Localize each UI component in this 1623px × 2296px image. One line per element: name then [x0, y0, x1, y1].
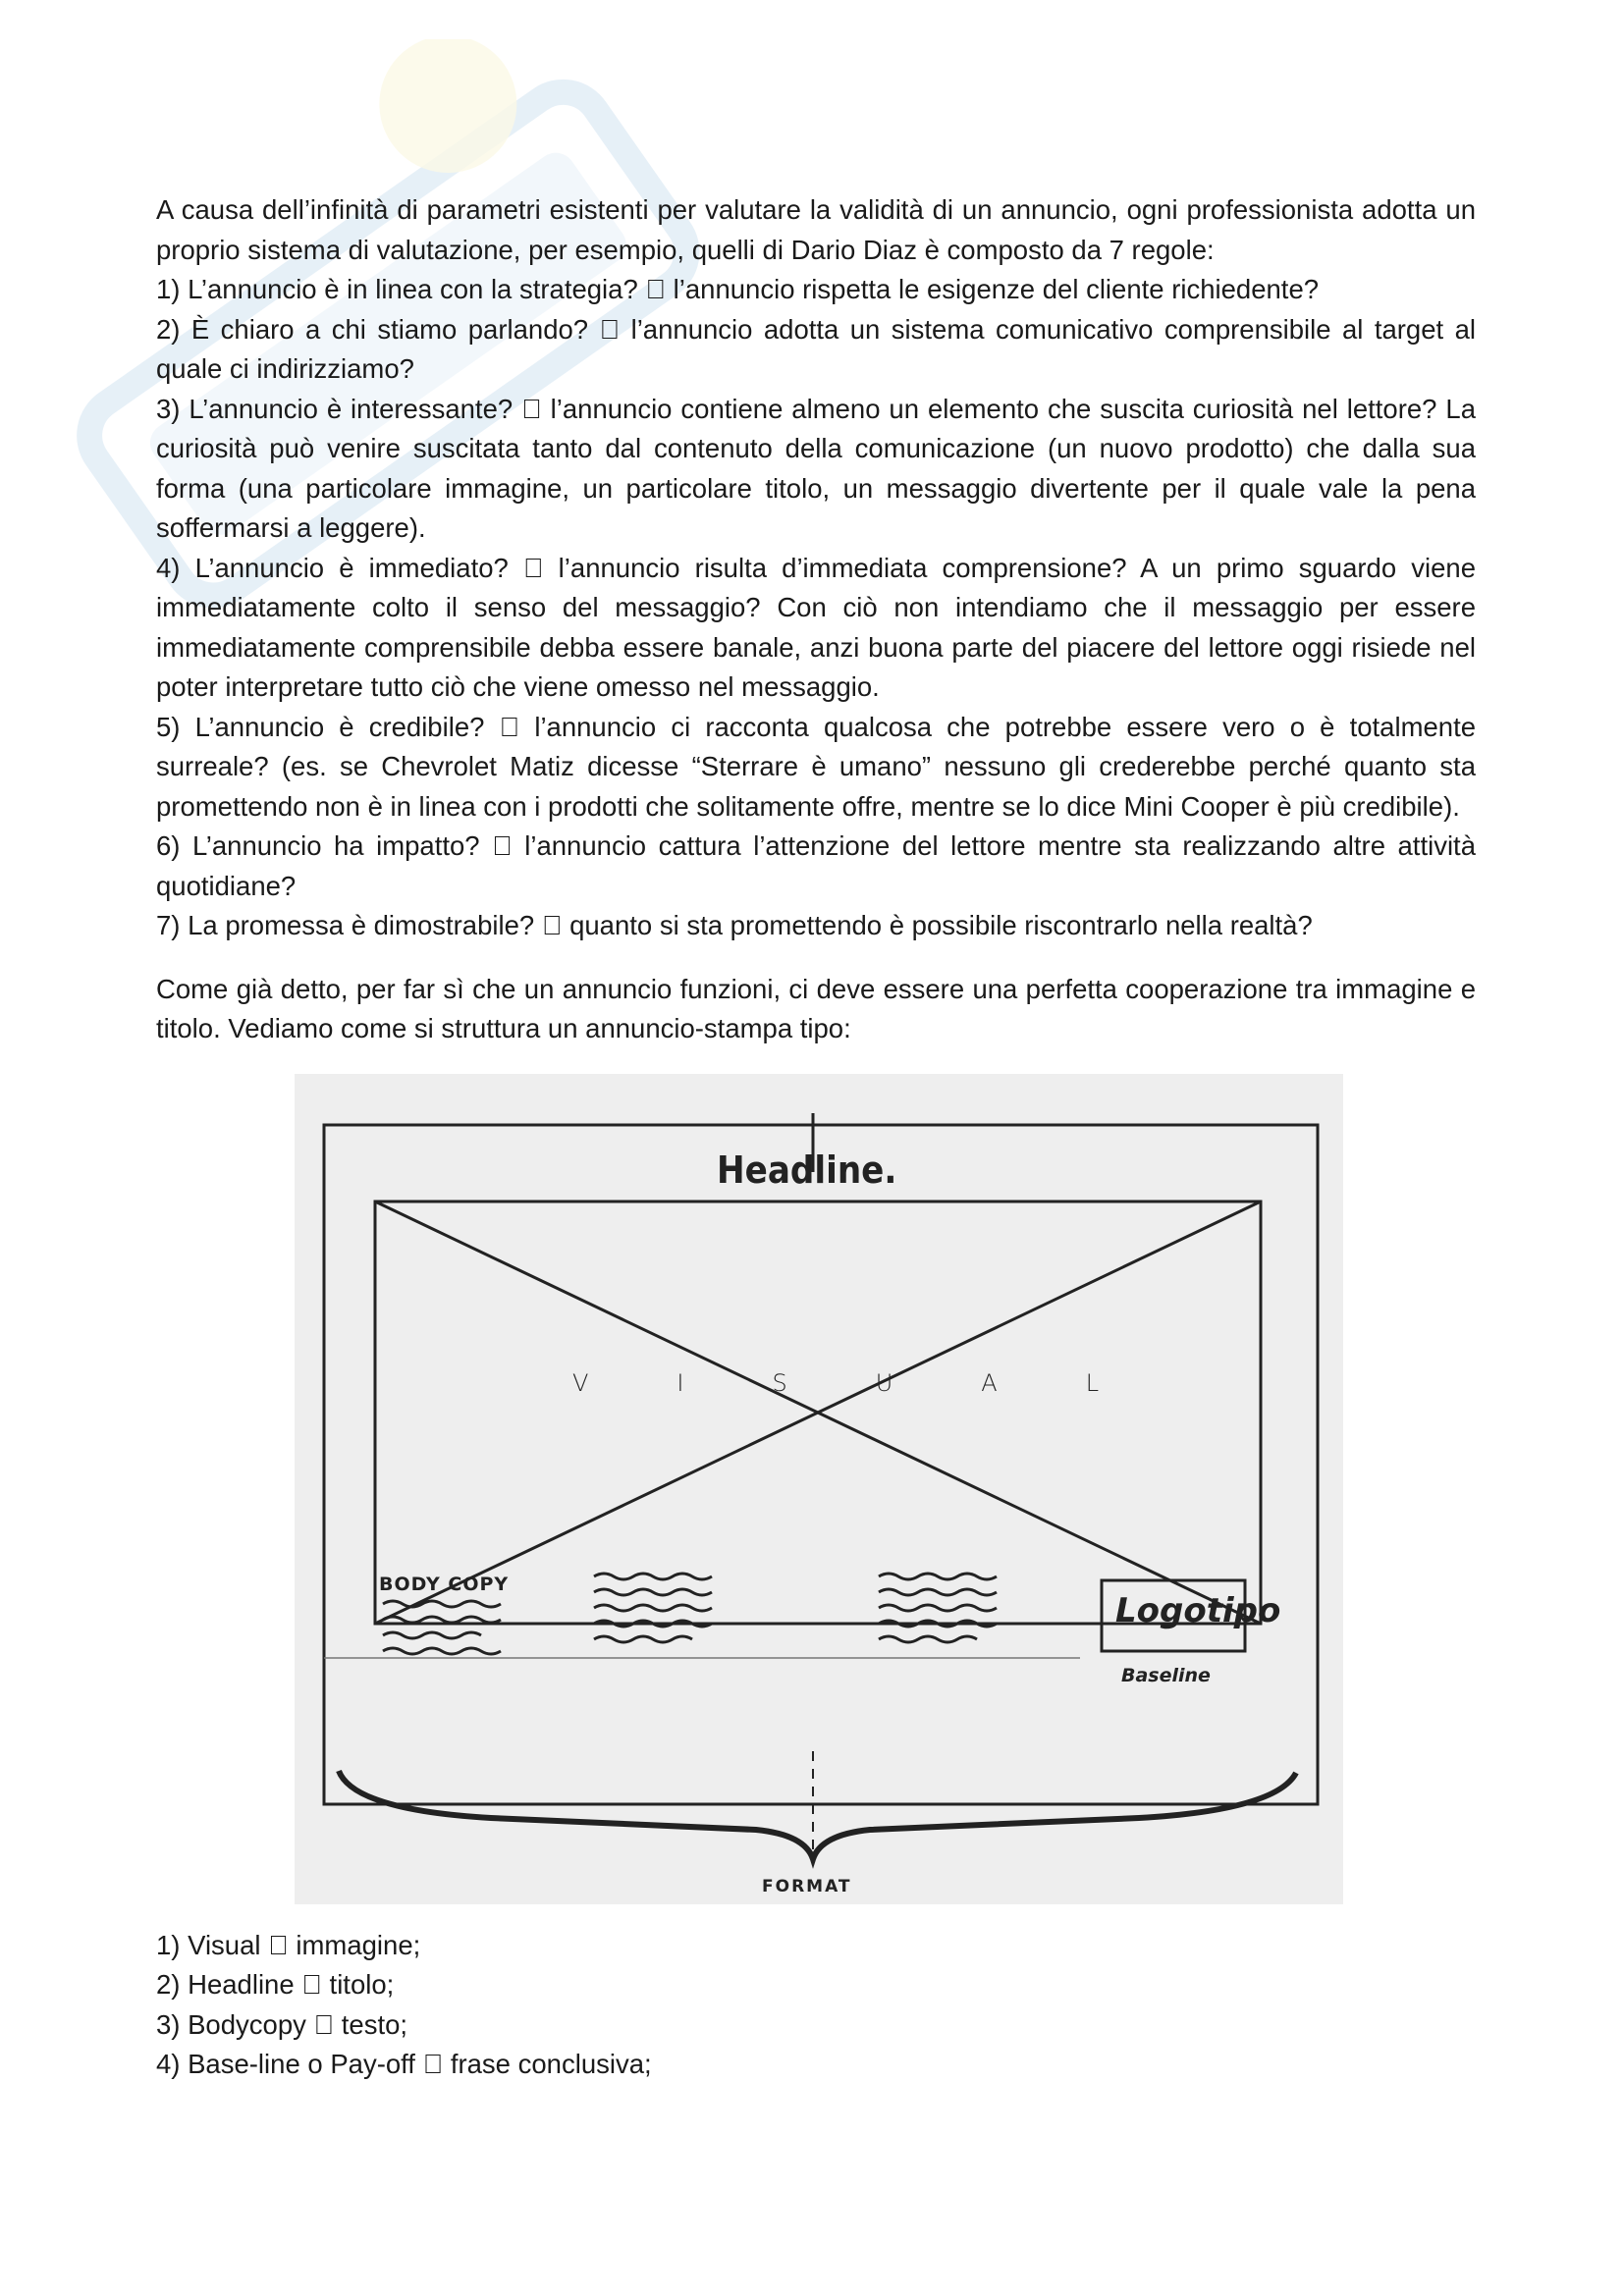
- body-copy-squiggle: [879, 1636, 977, 1642]
- body-copy-squiggle: [594, 1636, 692, 1642]
- body-copy-squiggle: [383, 1632, 481, 1638]
- diagram-visual-label: VISUAL: [572, 1368, 1188, 1397]
- body-copy-squiggle: [594, 1605, 712, 1611]
- body-copy-squiggle: [594, 1589, 712, 1595]
- elements-list: [156, 1926, 1476, 2085]
- paragraph-intro: A causa dell’infinità di parametri esistenti per valutare la validità di un annuncio, ogni professionista adotta un proprio sistema di valutazione, per esempio, quelli di Dario Diaz è composto da 7 regole:: [156, 194, 1476, 265]
- paragraph-cooperation: Come già detto, per far sì che un annuncio funzioni, ci deve essere una perfetta cooperazione tra immagine e titolo. Vediamo come si struttura un annuncio-stampa tipo:: [156, 973, 1476, 1043]
- body-copy-squiggle: [879, 1589, 997, 1595]
- rule-4: 4) L’annuncio è immediato?   l’annuncio risulta d’immediata comprensione? A un primo sguardo viene immediatamente colto il senso del messaggio? Con ciò non intendiamo che il messaggio per essere immediatamente comprensibile debba essere banale, anzi buona parte del piacere del lettore oggi risiede nel poter interpretare tutto ciò che viene omesso nel messaggio.: [156, 552, 1476, 702]
- rule-5: 5) L’annuncio è credibile?   l’annuncio ci racconta qualcosa che potrebbe essere vero o è totalmente surreale? (es. se Chevrolet Matiz dicesse “Sterrare è umano” nessuno gli crederebbe perché quanto sta promettendo non è in linea con i prodotti che solitamente offre, mentre se lo dice Mini Cooper è più credibile).: [156, 711, 1476, 822]
- rule-6: 6) L’annuncio ha impatto?   l’annuncio cattura l’attenzione del lettore mentre sta realizzando altre attività quotidiane?: [156, 830, 1476, 901]
- body-copy-squiggle: [594, 1574, 712, 1579]
- diagram-baseline-label: Baseline: [1121, 1664, 1211, 1686]
- format-frame: [324, 1125, 1318, 1804]
- page-content: [156, 190, 1476, 2085]
- list-item: 2) Headline   titolo;: [156, 1969, 395, 2000]
- diagram-sketch: [295, 1074, 1343, 1904]
- rule-1: 1) L’annuncio è in linea con la strategia?   l’annuncio rispetta le esigenze del cliente richiedente?: [156, 274, 1320, 304]
- body-copy-squiggle: [383, 1648, 501, 1654]
- body-copy-squiggle: [879, 1574, 997, 1579]
- body-copy-squiggle: [879, 1621, 997, 1627]
- diagram-logo-label: Logotipo: [1115, 1590, 1281, 1630]
- body-copy-squiggle: [594, 1621, 712, 1627]
- rule-3: 3) L’annuncio è interessante?   l’annuncio contiene almeno un elemento che suscita curiosità nel lettore? La curiosità può venire suscitata tanto dal contenuto della comunicazione (un nuovo prodotto) che dalla sua forma (una particolare immagine, un particolare titolo, un messaggio divertente per il quale vale la pena soffermarsi a leggere).: [156, 393, 1476, 543]
- diagram-format-label: FORMAT: [762, 1876, 852, 1896]
- print-ad-layout-diagram: [295, 1074, 1343, 1904]
- diagram-body-copy-label: BODY COPY: [379, 1573, 510, 1595]
- rule-7: 7) La promessa è dimostrabile?   quanto si sta promettendo è possibile riscontrarlo nella realtà?: [156, 910, 1313, 940]
- format-brace: [339, 1771, 1296, 1859]
- list-item: 1) Visual   immagine;: [156, 1929, 421, 1960]
- body-copy-squiggle: [383, 1617, 501, 1623]
- list-item: 3) Bodycopy   testo;: [156, 2008, 408, 2040]
- list-item: 4) Base-line o Pay-off   frase conclusiva;: [156, 2049, 652, 2079]
- body-copy-squiggle: [879, 1605, 997, 1611]
- diagram-headline-label: Headline.: [717, 1148, 897, 1192]
- rule-2: 2) È chiaro a chi stiamo parlando?   l’annuncio adotta un sistema comunicativo comprensibile al target al quale ci indirizziamo?: [156, 313, 1476, 384]
